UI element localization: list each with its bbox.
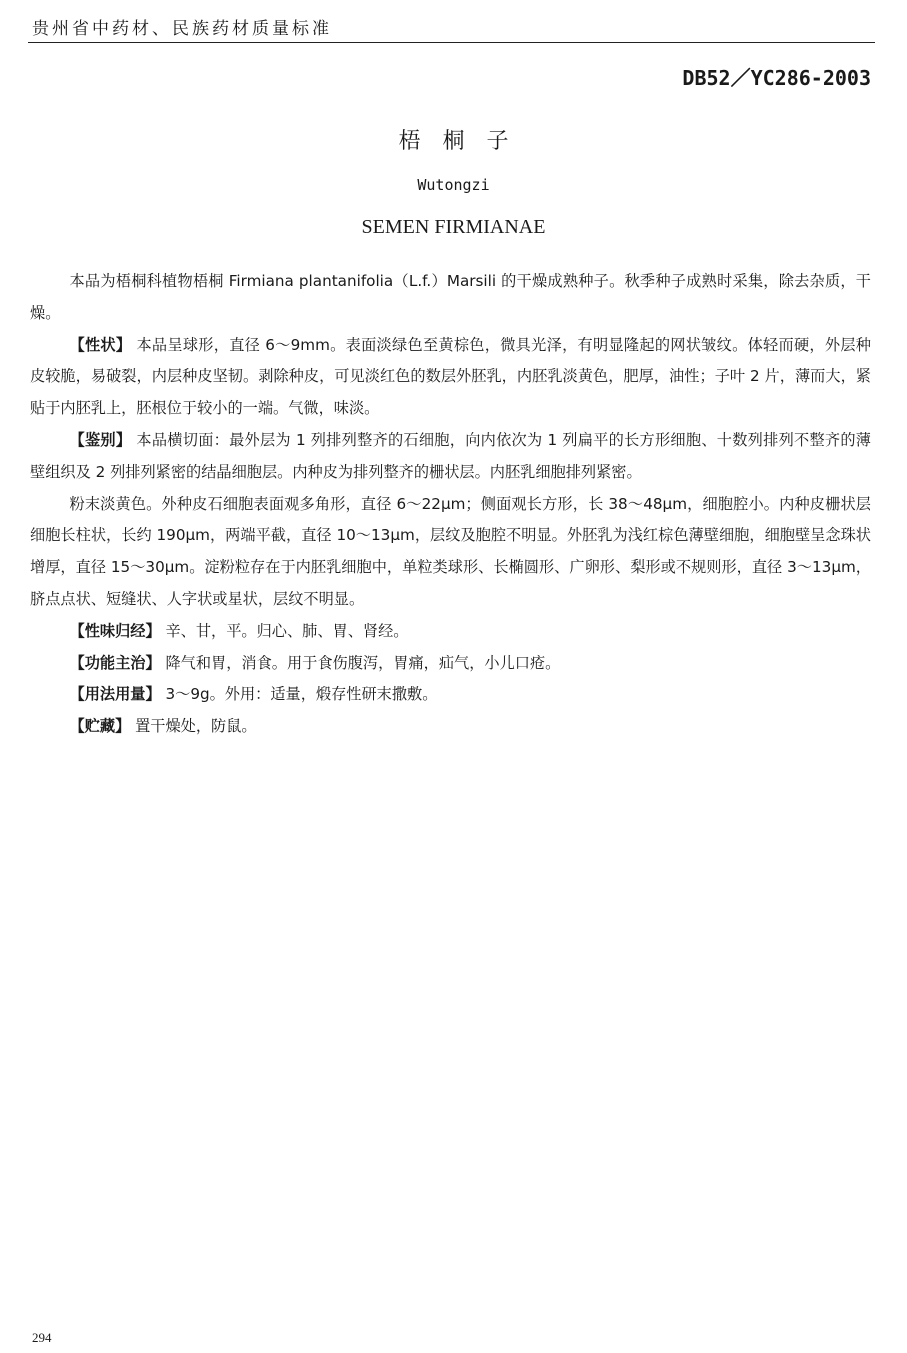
nature-label: 【性味归经】	[69, 621, 161, 640]
page-number: 294	[32, 1330, 52, 1345]
nature-section	[30, 616, 871, 648]
storage-text: 置干燥处，防鼠。	[130, 717, 257, 736]
characters-section	[30, 330, 871, 425]
title-chinese: 梧桐子	[398, 129, 531, 154]
characters-text: 本品呈球形，直径 6～9mm。表面淡绿色至黄棕色，微具光泽，有明显隆起的网状皱纹。体轻而硬，外层种皮较脆，易破裂，内层种皮坚韧。剥除种皮，可见淡红色的数层外胚乳，内胚乳淡黄色，肥厚，油性；子叶 2 片，薄而大，紧贴于内胚乳上，胚根位于较小的一端。气微，味淡。	[30, 335, 871, 418]
intro-paragraph: 本品为梧桐科植物梧桐 Firmiana plantanifolia（L.f.）Marsili 的干燥成熟种子。秋季种子成熟时采集，除去杂质，干燥。	[30, 272, 871, 322]
identification-text: 本品横切面：最外层为 1 列排列整齐的石细胞，向内依次为 1 列扁平的长方形细胞、十数列排列不整齐的薄壁组织及 2 列排列紧密的结晶细胞层。内种皮为排列整齐的栅状层。内胚乳细胞排列紧密。	[30, 430, 871, 481]
dosage-section	[30, 679, 871, 711]
function-section	[30, 648, 871, 680]
storage-label: 【贮藏】	[69, 717, 131, 736]
function-text: 降气和胃，消食。用于食伤腹泻，胃痛，疝气，小儿口疮。	[160, 653, 561, 672]
dosage-label: 【用法用量】	[69, 685, 161, 704]
running-head: 贵州省中药材、民族药材质量标准	[32, 19, 332, 39]
title-latin: SEMEN FIRMIANAE	[361, 216, 546, 238]
nature-text: 辛、甘，平。归心、肺、胃、肾经。	[160, 621, 409, 640]
storage-section	[30, 711, 871, 743]
standard-code: DB52／YC286-2003	[682, 66, 871, 90]
identification-section	[30, 425, 871, 489]
header-rule	[28, 42, 875, 43]
characters-label: 【性状】	[69, 335, 132, 354]
function-label: 【功能主治】	[69, 653, 161, 672]
monograph-body	[30, 266, 871, 743]
dosage-text: 3～9g。外用：适量，煅存性研末撒敷。	[160, 685, 438, 704]
powder-paragraph: 粉末淡黄色。外种皮石细胞表面观多角形，直径 6～22μm；侧面观长方形，长 38～48μm，细胞腔小。内种皮栅状层细胞长柱状，长约 190μm，两端平截，直径 10～13μm，层纹及胞腔不明显。外胚乳为浅红棕色薄壁细胞，细胞壁呈念珠状增厚，直径 15～30μm。淀粉粒存在于内胚乳细胞中，单粒类球形、长椭圆形、广卵形、梨形或不规则形，直径 3～13μm，脐点点状、短缝状、人字状或星状，层纹不明显。	[30, 494, 871, 608]
title-pinyin: Wutongzi	[417, 176, 490, 194]
identification-label: 【鉴别】	[69, 430, 132, 449]
